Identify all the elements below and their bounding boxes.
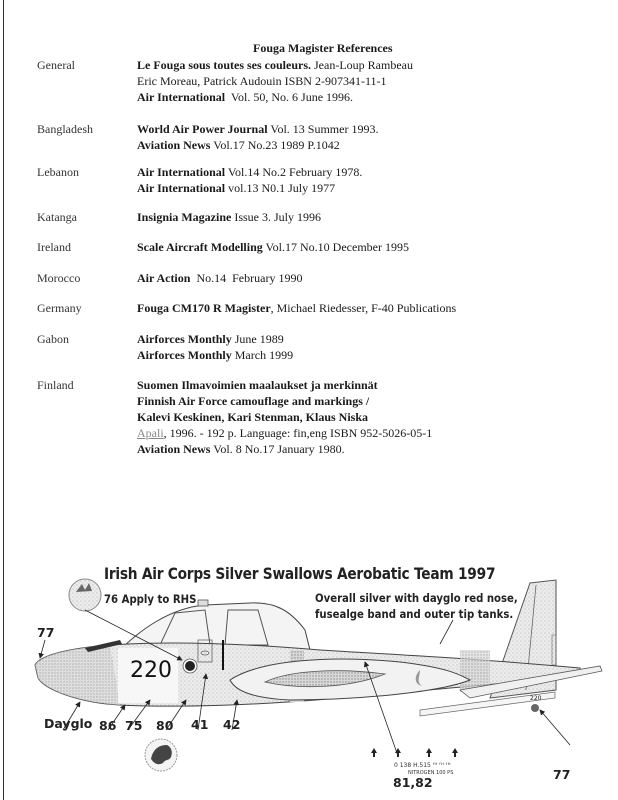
section-country-label: Lebanon (37, 165, 79, 179)
publication-title: Aviation News (137, 442, 211, 456)
apply-note: 76 Apply to RHS (104, 592, 197, 606)
publication-title: Airforces Monthly (137, 332, 232, 346)
section-country-label: Morocco (37, 271, 81, 285)
publication-title: Scale Aircraft Modelling (137, 240, 263, 254)
section-references (137, 164, 362, 196)
section-references (137, 270, 302, 286)
section-country-label: General (37, 58, 75, 72)
reference-line (137, 270, 302, 286)
roundel-decal (183, 659, 197, 673)
publication-title: Airforces Monthly (137, 348, 232, 362)
section-country-label: Finland (37, 378, 74, 392)
publication-details: Vol.17 No.10 December 1995 (262, 240, 409, 254)
publication-details: Jean-Loup Rambeau (311, 58, 413, 72)
publication-details: March 1999 (231, 348, 294, 362)
publication-title: Le Fouga sous toutes ses couleurs. (137, 58, 312, 72)
section-references (137, 209, 321, 225)
reference-line (137, 57, 413, 73)
publication-title: Air International (137, 181, 226, 195)
fuselage-serial: 220 (130, 658, 172, 683)
callout-dayglo: Dayglo (44, 716, 93, 731)
publication-details: , Michael Riedesser, F-40 Publications (270, 301, 457, 315)
callout-80: 80 (156, 718, 174, 733)
reference-line (137, 331, 293, 347)
section-references (137, 300, 456, 316)
callout-81-82: 81,82 (393, 775, 433, 790)
publication-details: Vol. 8 No.17 January 1980. (210, 442, 345, 456)
publication-details: Issue 3. July 1996 (231, 210, 322, 224)
swallow-emblem-decal (69, 579, 101, 611)
publication-details: Vol. 50, No. 6 June 1996. (225, 90, 354, 104)
section-references (137, 239, 409, 255)
section-country-label: Gabon (37, 332, 69, 346)
publication-details: Vol.17 No.23 1989 P.1042 (210, 138, 340, 152)
section-country-label: Katanga (37, 210, 77, 224)
publication-details: No.14 February 1990 (190, 271, 303, 285)
reference-line (137, 73, 413, 89)
tail-serial: 220 (530, 695, 542, 702)
reference-line (137, 164, 362, 180)
publication-details: June 1989 (231, 332, 284, 346)
publication-title: Kalevi Keskinen, Kari Stenman, Klaus Niska (137, 410, 369, 424)
section-country-label: Ireland (37, 240, 71, 254)
publication-details: , 1996. - 192 p. Language: fin,eng ISBN 952-5026-05-1 (163, 426, 433, 440)
color-note-line-2: fusealge band and outer tip tanks. (315, 607, 514, 621)
reference-line (137, 425, 432, 441)
publication-title: Air Action (137, 271, 191, 285)
stencil-arrows (371, 748, 458, 757)
reference-line (137, 89, 413, 105)
section-references (137, 121, 378, 153)
stencil-text: 0 138 H.515 ᶠᴴ ᶠᴴ ᶠᴴ (394, 762, 451, 769)
callout-42: 42 (223, 717, 241, 732)
publication-details: Vol.14 No.2 February 1978. (225, 165, 363, 179)
reference-line (137, 239, 409, 255)
publisher-link[interactable]: Apali (137, 426, 164, 440)
reference-line (137, 209, 321, 225)
dayglo-nose (35, 645, 120, 705)
color-note-line-1: Overall silver with dayglo red nose, (315, 591, 518, 605)
nitrogen-stencil: NITROGEN 100 PS (408, 770, 454, 776)
callout-77-tail: 77 (553, 767, 571, 782)
reference-line (137, 121, 378, 137)
reference-line (137, 300, 456, 316)
publication-title: Air International (137, 165, 226, 179)
callout-41: 41 (191, 717, 209, 732)
section-country-label: Germany (37, 301, 82, 315)
reference-line (137, 409, 432, 425)
publication-title: Air International (137, 90, 226, 104)
section-country-label: Bangladesh (37, 122, 93, 136)
diagram-title: Irish Air Corps Silver Swallows Aerobatic Team 1997 (104, 564, 496, 583)
publication-details: Vol. 13 Summer 1993. (267, 122, 379, 136)
callout-86: 86 (99, 718, 117, 733)
reference-line (137, 377, 432, 393)
reference-line (137, 180, 362, 196)
publication-details: vol.13 N0.1 July 1977 (225, 181, 336, 195)
publication-title: World Air Power Journal (137, 122, 268, 136)
reference-line (137, 347, 293, 363)
callout-75: 75 (125, 718, 143, 733)
reference-line (137, 393, 432, 409)
reference-line (137, 137, 378, 153)
publication-title: Fouga CM170 R Magister (137, 301, 271, 315)
section-references (137, 331, 293, 363)
publication-title: Finnish Air Force camouflage and markings / (137, 394, 370, 408)
callout-77-nose: 77 (37, 625, 55, 640)
section-references (137, 57, 413, 105)
publication-title: Insignia Magazine (137, 210, 232, 224)
horse-head-emblem-decal (143, 735, 179, 775)
document-title: Fouga Magister References (253, 41, 393, 55)
section-references (137, 377, 432, 457)
publication-title: Aviation News (137, 138, 211, 152)
reference-line (137, 441, 432, 457)
publication-details: Eric Moreau, Patrick Audouin ISBN 2-907341-11-1 (137, 74, 387, 88)
tip-tank-decal (531, 704, 539, 712)
publication-title: Suomen Ilmavoimien maalaukset ja merkinnät (137, 378, 378, 392)
aircraft-profile-drawing (0, 540, 618, 800)
